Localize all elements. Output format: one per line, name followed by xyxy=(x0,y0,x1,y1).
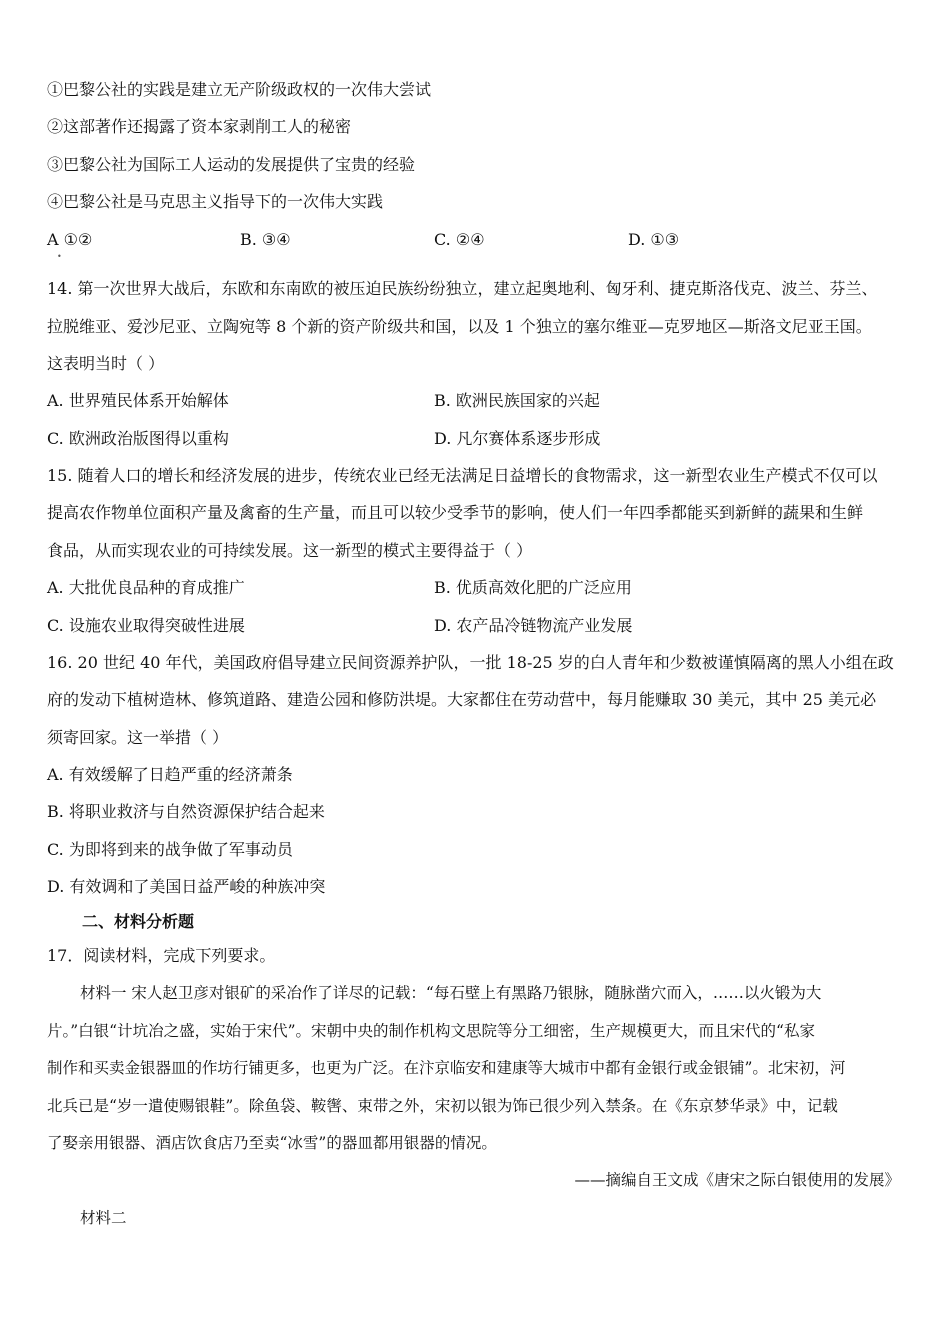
q16-option-d: D. 有效调和了美国日益严峻的种族冲突 xyxy=(47,877,326,896)
statement-1: ①巴黎公社的实践是建立无产阶级政权的一次伟大尝试 xyxy=(47,80,432,99)
stray-dot: • xyxy=(57,252,62,261)
q14-stem-line-2: 拉脱维亚、爱沙尼亚、立陶宛等 8 个新的资产阶级共和国，以及 1 个独立的塞尔维亚—克罗地区—斯洛文尼亚王国。 xyxy=(47,317,872,336)
material1-line-2: 片。”白银“计坑冶之盛，实始于宋代”。宋朝中央的制作机构文思院等分工细密，生产规模更大，而且宋代的“私家 xyxy=(47,1022,815,1040)
material1-line-5: 了娶亲用银器、酒店饮食店乃至卖“冰雪”的器皿都用银器的情况。 xyxy=(47,1134,497,1152)
q13-option-c: C. ②④ xyxy=(434,230,485,249)
q16-stem-line-1: 16. 20 世纪 40 年代，美国政府倡导建立民间资源养护队，一批 18-25 岁的白人青年和少数被谨慎隔离的黑人小组在政 xyxy=(47,653,894,672)
q15-stem-line-1: 15. 随着人口的增长和经济发展的进步，传统农业已经无法满足日益增长的食物需求，这一新型农业生产模式不仅可以 xyxy=(47,466,878,485)
statement-3: ③巴黎公社为国际工人运动的发展提供了宝贵的经验 xyxy=(47,155,416,174)
q16-option-a: A. 有效缓解了日趋严重的经济萧条 xyxy=(47,765,293,784)
q13-option-b: B. ③④ xyxy=(240,230,291,249)
q16-stem-line-2: 府的发动下植树造林、修筑道路、建造公园和修防洪堤。大家都住在劳动营中，每月能赚取 30 美元，其中 25 美元必 xyxy=(47,690,877,709)
q14-stem-line-1: 14. 第一次世界大战后，东欧和东南欧的被压迫民族纷纷独立，建立起奥地利、匈牙利、捷克斯洛伐克、波兰、芬兰、 xyxy=(47,279,878,298)
q14-option-a: A. 世界殖民体系开始解体 xyxy=(47,391,229,410)
q15-option-d: D. 农产品冷链物流产业发展 xyxy=(434,616,633,635)
section-title: 二、材料分析题 xyxy=(82,912,195,931)
q15-option-c: C. 设施农业取得突破性进展 xyxy=(47,616,245,635)
q16-option-c: C. 为即将到来的战争做了军事动员 xyxy=(47,840,293,859)
q14-option-b: B. 欧洲民族国家的兴起 xyxy=(434,391,600,410)
q14-stem-line-3: 这表明当时（ ） xyxy=(47,354,165,373)
q16-stem-line-3: 须寄回家。这一举措（ ） xyxy=(47,728,229,747)
q15-option-b: B. 优质高效化肥的广泛应用 xyxy=(434,578,632,597)
q15-stem-line-2: 提高农作物单位面积产量及禽畜的生产量，而且可以较少受季节的影响，使人们一年四季都能买到新鲜的蔬果和生鲜 xyxy=(47,503,864,522)
q15-option-a: A. 大批优良品种的育成推广 xyxy=(47,578,245,597)
q15-stem-line-3: 食品，从而实现农业的可持续发展。这一新型的模式主要得益于（ ） xyxy=(47,541,533,560)
q17-stem: 17．阅读材料，完成下列要求。 xyxy=(47,946,276,965)
q16-option-b: B. 将职业救济与自然资源保护结合起来 xyxy=(47,802,325,821)
statement-4: ④巴黎公社是马克思主义指导下的一次伟大实践 xyxy=(47,192,384,211)
q13-option-d: D. ①③ xyxy=(628,230,680,249)
q14-option-d: D. 凡尔赛体系逐步形成 xyxy=(434,429,601,448)
material1-line-1: 材料一 宋人赵卫彦对银矿的采冶作了详尽的记载：“每石壁上有黑路乃银脉，随脉凿穴而入，……以火锻为大 xyxy=(80,984,822,1002)
material1-line-3: 制作和买卖金银器皿的作坊行铺更多，也更为广泛。在汴京临安和建康等大城市中都有金银行或金银铺”。北宋初，河 xyxy=(47,1059,846,1077)
material2-label: 材料二 xyxy=(80,1209,127,1227)
q13-option-a: A ①② xyxy=(47,230,93,249)
statement-2: ②这部著作还揭露了资本家剥削工人的秘密 xyxy=(47,117,352,136)
q14-option-c: C. 欧洲政治版图得以重构 xyxy=(47,429,229,448)
material1-source: ——摘编自王文成《唐宋之际白银使用的发展》 xyxy=(574,1171,900,1189)
material1-line-4: 北兵已是“岁一遣使赐银鞋”。除鱼袋、鞍辔、束带之外，宋初以银为饰已很少列入禁条。在《东京梦华录》中，记载 xyxy=(47,1097,838,1115)
